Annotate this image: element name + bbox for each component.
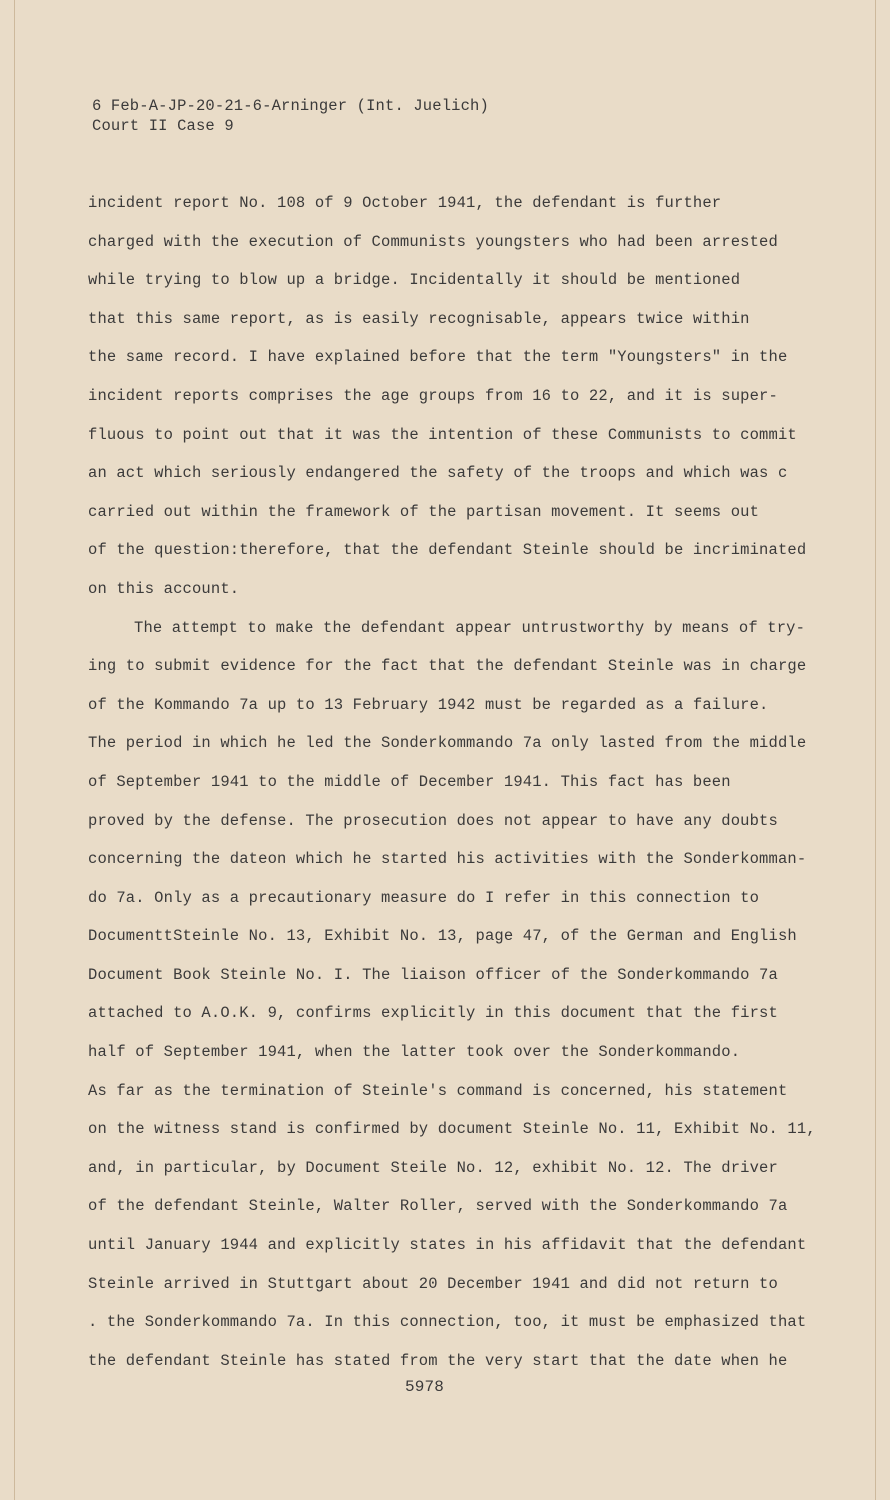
page-number: 5978 [405, 1378, 445, 1396]
body-line: while trying to blow up a bridge. Incidentally it should be mentioned [88, 271, 741, 290]
body-line: the defendant Steinle has stated from the very start that the date when he [88, 1351, 788, 1370]
body-line: carried out within the framework of the partisan movement. It seems out [88, 502, 760, 521]
body-line: the same record. I have explained before that the term "Youngsters" in the [88, 348, 788, 367]
body-line: incident report No. 108 of 9 October 1941, the defendant is further [88, 194, 722, 212]
header-reference-line: 6 Feb-A-JP-20-21-6-Arninger (Int. Juelich) [92, 97, 489, 115]
body-line: of the Kommando 7a up to 13 February 1942 must be regarded as a failure. [88, 695, 769, 714]
body-line: incident reports comprises the age groups from 16 to 22, and it is super- [88, 386, 778, 405]
body-line: The period in which he led the Sonderkommando 7a only lasted from the middle [88, 734, 807, 753]
body-line: and, in particular, by Document Steile No. 12, exhibit No. 12. The driver [88, 1158, 778, 1177]
body-line: an act which seriously endangered the safety of the troops and which was c [88, 464, 788, 483]
body-line: attached to A.O.K. 9, confirms explicitly in this document that the first [88, 1004, 778, 1023]
body-line: concerning the dateon which he started his activities with the Sonderkomman- [88, 850, 807, 869]
body-line: half of September 1941, when the latter took over the Sonderkommando. [88, 1043, 741, 1062]
body-line: DocumenttSteinle No. 13, Exhibit No. 13, page 47, of the German and English [88, 927, 797, 946]
body-line: of the question:therefore, that the defendant Steinle should be incriminated [88, 541, 807, 560]
document-header [92, 96, 489, 136]
body-line: of the defendant Steinle, Walter Roller, served with the Sonderkommando 7a [88, 1197, 788, 1216]
body-line: . the Sonderkommando 7a. In this connection, too, it must be emphasized that [88, 1313, 807, 1332]
body-line: on this account. [88, 579, 240, 598]
header-court-line: Court II Case 9 [92, 117, 234, 135]
body-line: Document Book Steinle No. I. The liaison officer of the Sonderkommando 7a [88, 965, 778, 984]
body-line: that this same report, as is easily recognisable, appears twice within [88, 309, 750, 328]
document-body [88, 190, 828, 1386]
paragraph-start-line: The attempt to make the defendant appear untrustworthy by means of try- [134, 618, 806, 637]
body-line: As far as the termination of Steinle's command is concerned, his statement [88, 1081, 788, 1100]
body-line: Steinle arrived in Stuttgart about 20 December 1941 and did not return to [88, 1274, 778, 1293]
body-line: charged with the execution of Communists youngsters who had been arrested [88, 232, 778, 251]
body-line: of September 1941 to the middle of December 1941. This fact has been [88, 772, 731, 791]
body-line: do 7a. Only as a precautionary measure do I refer in this connection to [88, 888, 760, 907]
body-line: until January 1944 and explicitly states in his affidavit that the defendant [88, 1236, 807, 1255]
body-line: on the witness stand is confirmed by document Steinle No. 11, Exhibit No. 11, [88, 1120, 816, 1139]
body-line: ing to submit evidence for the fact that the defendant Steinle was in charge [88, 657, 807, 676]
body-line: fluous to point out that it was the intention of these Communists to commit [88, 425, 797, 444]
body-line: proved by the defense. The prosecution does not appear to have any doubts [88, 811, 778, 830]
